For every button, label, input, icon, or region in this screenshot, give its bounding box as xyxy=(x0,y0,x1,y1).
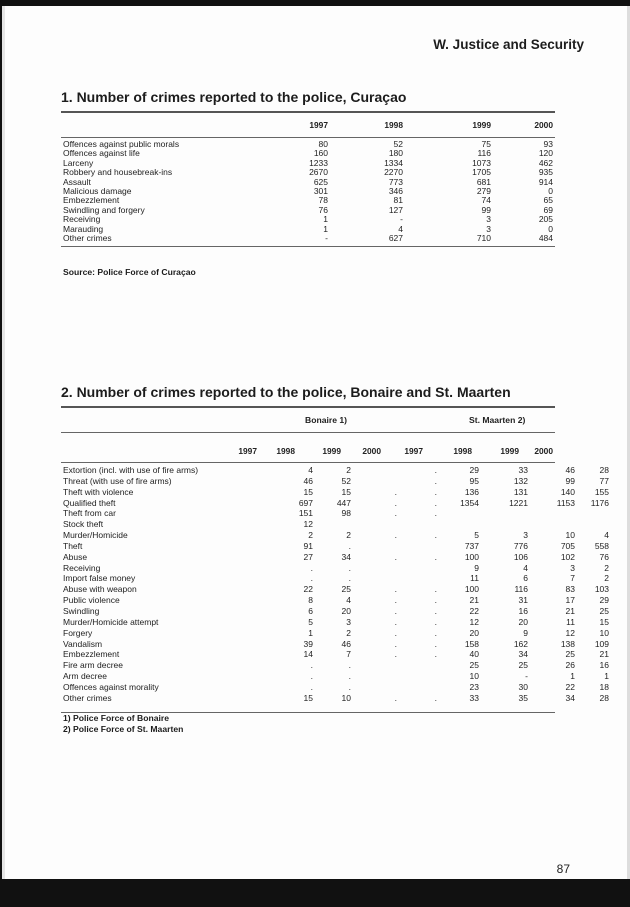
cell-value: 3 xyxy=(486,223,491,234)
table-row xyxy=(63,497,609,509)
cell-value: 75 xyxy=(481,139,491,149)
cell-value: . xyxy=(394,584,397,595)
row-label: Swindling xyxy=(63,605,100,616)
row-label: Vandalism xyxy=(63,638,103,649)
cell-value: . xyxy=(434,584,437,595)
table-row xyxy=(63,562,609,574)
cell-value: 484 xyxy=(538,232,553,243)
cell-value: 3 xyxy=(346,616,351,627)
table-row xyxy=(63,595,609,606)
cell-value: 98 xyxy=(341,508,351,519)
cell-value: . xyxy=(310,562,313,573)
cell-value: - xyxy=(400,214,403,225)
cell-value: 25 xyxy=(469,660,479,671)
table2-col-header: 1998 xyxy=(453,446,472,456)
row-label: Murder/Homicide xyxy=(63,530,128,541)
row-label: Fire arm decree xyxy=(63,660,123,671)
cell-value: . xyxy=(434,595,437,606)
table-row xyxy=(63,465,609,476)
cell-value: 447 xyxy=(336,497,351,508)
cell-value: 4 xyxy=(604,530,609,541)
cell-value: 558 xyxy=(594,540,609,551)
cell-value: 4 xyxy=(346,595,351,606)
row-label: Abuse xyxy=(63,551,88,562)
cell-value: . xyxy=(434,692,437,703)
cell-value: . xyxy=(434,605,437,616)
cell-value: . xyxy=(434,497,437,508)
cell-value: 2 xyxy=(346,465,351,475)
cell-value: 76 xyxy=(318,204,328,215)
table1-col-1998: 1998 xyxy=(384,120,403,130)
cell-value: 1176 xyxy=(590,497,609,508)
cell-value: 29 xyxy=(469,465,479,475)
section-heading: W. Justice and Security xyxy=(433,37,584,52)
cell-value: 15 xyxy=(341,486,351,497)
cell-value: 3 xyxy=(486,214,491,225)
cell-value: 737 xyxy=(464,540,479,551)
cell-value: 18 xyxy=(599,681,609,692)
table2-col-header: 1997 xyxy=(404,446,423,456)
cell-value: 158 xyxy=(464,638,479,649)
cell-value: 155 xyxy=(594,486,609,497)
cell-value: 697 xyxy=(298,497,313,508)
cell-value: . xyxy=(348,671,351,682)
cell-value: 15 xyxy=(303,692,313,703)
cell-value: 162 xyxy=(513,638,528,649)
cell-value: 52 xyxy=(393,139,403,149)
cell-value: 776 xyxy=(513,540,528,551)
cell-value: . xyxy=(394,595,397,606)
cell-value: 625 xyxy=(313,176,328,187)
cell-value: 78 xyxy=(318,195,328,206)
cell-value: 25 xyxy=(341,584,351,595)
table2-col-header: 1998 xyxy=(276,446,295,456)
table2-title: 2. Number of crimes reported to the police, Bonaire and St. Maarten xyxy=(61,384,511,400)
cell-value: 301 xyxy=(313,185,328,196)
cell-value: 11 xyxy=(566,616,575,627)
cell-value: 136 xyxy=(464,486,479,497)
table-row xyxy=(63,692,609,704)
cell-value: 34 xyxy=(565,692,575,703)
table-row xyxy=(63,584,609,595)
table-row xyxy=(63,540,609,552)
cell-value: 279 xyxy=(476,185,491,196)
cell-value: 10 xyxy=(565,530,575,541)
cell-value: 100 xyxy=(464,584,479,595)
table2-top-rule xyxy=(61,406,555,408)
table2-col-header: 2000 xyxy=(534,446,553,456)
cell-value: 2 xyxy=(346,530,351,541)
cell-value: 21 xyxy=(469,595,479,606)
cell-value: 69 xyxy=(543,204,553,215)
table-row xyxy=(63,234,555,243)
cell-value: 0 xyxy=(548,185,553,196)
cell-value: 773 xyxy=(388,176,403,187)
cell-value: 935 xyxy=(538,167,553,178)
cell-value: 34 xyxy=(518,649,528,660)
table-row xyxy=(63,475,609,487)
cell-value: . xyxy=(394,649,397,660)
cell-value: . xyxy=(434,627,437,638)
cell-value: 22 xyxy=(469,605,479,616)
row-label: Qualified theft xyxy=(63,497,116,508)
cell-value: 140 xyxy=(560,486,575,497)
cell-value: 100 xyxy=(464,551,479,562)
cell-value: 0 xyxy=(548,223,553,234)
cell-value: 346 xyxy=(388,185,403,196)
cell-value: 10 xyxy=(469,671,479,682)
table-row xyxy=(63,671,609,682)
cell-value: . xyxy=(348,660,351,671)
cell-value: 160 xyxy=(313,148,328,159)
cell-value: 25 xyxy=(565,649,575,660)
cell-value: 132 xyxy=(513,475,528,486)
row-label: Marauding xyxy=(63,223,104,234)
cell-value: . xyxy=(434,649,437,660)
cell-value: 7 xyxy=(570,573,575,584)
cell-value: 31 xyxy=(518,595,528,606)
cell-value: . xyxy=(394,605,397,616)
row-label: Import false money xyxy=(63,573,136,584)
cell-value: 681 xyxy=(476,176,491,187)
cell-value: 127 xyxy=(388,204,403,215)
cell-value: 46 xyxy=(341,638,351,649)
cell-value: 2 xyxy=(604,562,609,573)
cell-value: 34 xyxy=(341,551,351,562)
row-label: Arm decree xyxy=(63,671,107,682)
cell-value: 16 xyxy=(518,605,528,616)
cell-value: . xyxy=(348,562,351,573)
table-row xyxy=(63,519,555,530)
cell-value: 28 xyxy=(599,465,609,475)
cell-value: 462 xyxy=(538,157,553,168)
row-label: Embezzlement xyxy=(63,649,120,660)
page-number: 87 xyxy=(556,862,570,876)
cell-value: 99 xyxy=(481,204,491,215)
row-label: Robbery and housebreak-ins xyxy=(63,167,173,178)
table1-col-2000: 2000 xyxy=(534,120,553,130)
cell-value: 33 xyxy=(469,692,479,703)
cell-value: 710 xyxy=(476,232,491,243)
cell-value: 1705 xyxy=(472,167,491,178)
table-row xyxy=(63,638,609,650)
cell-value: 9 xyxy=(523,627,528,638)
cell-value: 22 xyxy=(565,681,575,692)
cell-value: 10 xyxy=(341,692,351,703)
table-row xyxy=(63,573,609,584)
cell-value: 12 xyxy=(469,616,479,627)
row-label: Other crimes xyxy=(63,692,112,703)
cell-value: . xyxy=(434,530,437,541)
cell-value: . xyxy=(394,692,397,703)
cell-value: 21 xyxy=(565,605,575,616)
cell-value: 95 xyxy=(469,475,479,486)
cell-value: 138 xyxy=(560,638,575,649)
row-label: Offences against public morals xyxy=(63,139,180,149)
cell-value: 106 xyxy=(513,551,528,562)
row-label: Threat (with use of fire arms) xyxy=(63,475,172,486)
cell-value: 20 xyxy=(518,616,528,627)
cell-value: 30 xyxy=(518,681,528,692)
cell-value: 29 xyxy=(599,595,609,606)
cell-value: 23 xyxy=(469,681,479,692)
cell-value: 93 xyxy=(543,139,553,149)
cell-value: 17 xyxy=(565,595,575,606)
row-label: Malicious damage xyxy=(63,185,132,196)
cell-value: 116 xyxy=(477,148,491,159)
table2-header-rule xyxy=(61,462,555,463)
cell-value: 5 xyxy=(474,530,479,541)
row-label: Theft with violence xyxy=(63,486,134,497)
cell-value: 77 xyxy=(599,475,609,486)
row-label: Theft from car xyxy=(63,508,116,519)
cell-value: 5 xyxy=(308,616,313,627)
cell-value: 180 xyxy=(388,148,403,159)
document-page xyxy=(2,6,630,879)
cell-value: 33 xyxy=(518,465,528,475)
table-row xyxy=(63,508,555,519)
cell-value: 10 xyxy=(599,627,609,638)
footnote-st-maarten: 2) Police Force of St. Maarten xyxy=(63,724,184,734)
cell-value: 151 xyxy=(298,508,313,519)
cell-value: 76 xyxy=(599,551,609,562)
cell-value: . xyxy=(394,616,397,627)
cell-value: 2 xyxy=(346,627,351,638)
cell-value: 3 xyxy=(523,530,528,541)
cell-value: 21 xyxy=(599,649,609,660)
cell-value: 99 xyxy=(565,475,575,486)
cell-value: - xyxy=(525,671,528,682)
table-row xyxy=(63,616,609,628)
cell-value: 7 xyxy=(346,649,351,660)
cell-value: 6 xyxy=(308,605,313,616)
cell-value: . xyxy=(394,486,397,497)
cell-value: 914 xyxy=(538,176,553,187)
cell-value: 1 xyxy=(323,214,328,225)
cell-value: 1 xyxy=(308,627,313,638)
cell-value: - xyxy=(325,232,328,243)
cell-value: 1334 xyxy=(384,157,403,168)
cell-value: 26 xyxy=(565,660,575,671)
table1-col-1999: 1999 xyxy=(472,120,491,130)
cell-value: 46 xyxy=(565,465,575,475)
cell-value: . xyxy=(348,540,351,551)
cell-value: 25 xyxy=(518,660,528,671)
cell-value: . xyxy=(394,497,397,508)
cell-value: . xyxy=(310,660,313,671)
cell-value: . xyxy=(434,465,437,475)
cell-value: 2 xyxy=(308,530,313,541)
cell-value: 83 xyxy=(565,584,575,595)
row-label: Offences against life xyxy=(63,148,140,159)
cell-value: 46 xyxy=(303,475,313,486)
row-label: Public violence xyxy=(63,595,120,606)
table-row xyxy=(63,551,609,563)
cell-value: . xyxy=(434,486,437,497)
table2-group-rule xyxy=(61,432,555,433)
cell-value: . xyxy=(434,616,437,627)
cell-value: 3 xyxy=(570,562,575,573)
row-label: Abuse with weapon xyxy=(63,584,137,595)
cell-value: 2270 xyxy=(384,167,403,178)
row-label: Extortion (incl. with use of fire arms) xyxy=(63,465,199,475)
table2-col-header: 1999 xyxy=(322,446,341,456)
row-label: Murder/Homicide attempt xyxy=(63,616,159,627)
row-label: Other crimes xyxy=(63,232,112,243)
cell-value: . xyxy=(348,681,351,692)
cell-value: 81 xyxy=(393,195,403,206)
row-label: Receiving xyxy=(63,214,101,225)
cell-value: . xyxy=(394,638,397,649)
table1-bottom-rule xyxy=(61,246,555,247)
cell-value: 1 xyxy=(604,671,609,682)
cell-value: 11 xyxy=(470,573,479,584)
cell-value: 1221 xyxy=(509,497,528,508)
cell-value: 8 xyxy=(308,595,313,606)
table1-body xyxy=(63,140,555,243)
cell-value: 109 xyxy=(594,638,609,649)
cell-value: 27 xyxy=(303,551,313,562)
cell-value: 22 xyxy=(303,584,313,595)
cell-value: 14 xyxy=(303,649,313,660)
cell-value: 120 xyxy=(538,148,553,159)
table-row xyxy=(63,660,609,671)
row-label: Forgery xyxy=(63,627,93,638)
cell-value: 80 xyxy=(318,139,328,149)
cell-value: 15 xyxy=(599,616,609,627)
cell-value: 1233 xyxy=(309,157,328,168)
cell-value: 74 xyxy=(481,195,491,206)
table-row xyxy=(63,627,609,639)
cell-value: 52 xyxy=(341,475,351,486)
cell-value: . xyxy=(394,551,397,562)
cell-value: . xyxy=(394,530,397,541)
table-row xyxy=(63,486,609,498)
cell-value: . xyxy=(434,638,437,649)
table1-source: Source: Police Force of Curaçao xyxy=(63,267,196,277)
cell-value: . xyxy=(394,508,397,519)
cell-value: 116 xyxy=(514,584,528,595)
cell-value: . xyxy=(348,573,351,584)
cell-value: 4 xyxy=(398,223,403,234)
cell-value: 39 xyxy=(303,638,313,649)
table1-header-rule xyxy=(61,137,555,138)
cell-value: 4 xyxy=(308,465,313,475)
table-row xyxy=(63,649,609,660)
group-bonaire: Bonaire 1) xyxy=(305,415,348,425)
cell-value: 627 xyxy=(388,232,403,243)
cell-value: . xyxy=(310,671,313,682)
table-row xyxy=(63,215,555,224)
table2-col-header: 2000 xyxy=(362,446,381,456)
group-st-maarten: St. Maarten 2) xyxy=(469,415,526,425)
cell-value: 4 xyxy=(523,562,528,573)
row-label: Theft xyxy=(63,540,83,551)
table2-col-header: 1999 xyxy=(500,446,519,456)
cell-value: 9 xyxy=(474,562,479,573)
table1-col-1997: 1997 xyxy=(309,120,328,130)
cell-value: 12 xyxy=(303,519,313,530)
cell-value: 16 xyxy=(599,660,609,671)
table-row xyxy=(63,530,609,541)
table-row xyxy=(63,681,609,693)
cell-value: 205 xyxy=(538,214,553,225)
cell-value: 1153 xyxy=(556,497,575,508)
cell-value: 1073 xyxy=(472,157,491,168)
cell-value: . xyxy=(310,681,313,692)
cell-value: 1 xyxy=(570,671,575,682)
cell-value: 91 xyxy=(303,540,313,551)
cell-value: 1 xyxy=(323,223,328,234)
cell-value: 20 xyxy=(469,627,479,638)
cell-value: 2670 xyxy=(309,167,328,178)
cell-value: 103 xyxy=(594,584,609,595)
cell-value: . xyxy=(434,475,437,486)
row-label: Stock theft xyxy=(63,519,104,530)
row-label: Swindling and forgery xyxy=(63,204,145,215)
cell-value: 705 xyxy=(560,540,575,551)
table1-title: 1. Number of crimes reported to the police, Curaçao xyxy=(61,89,407,105)
cell-value: 1354 xyxy=(460,497,479,508)
cell-value: 2 xyxy=(604,573,609,584)
cell-value: . xyxy=(434,551,437,562)
row-label: Offences against morality xyxy=(63,681,159,692)
table2-col-header: 1997 xyxy=(238,446,257,456)
cell-value: 20 xyxy=(341,605,351,616)
cell-value: 35 xyxy=(518,692,528,703)
table-row xyxy=(63,605,609,617)
footnote-bonaire: 1) Police Force of Bonaire xyxy=(63,713,170,723)
table-row xyxy=(63,206,555,215)
table2-body xyxy=(63,465,609,704)
row-label: Receiving xyxy=(63,562,101,573)
cell-value: 15 xyxy=(303,486,313,497)
row-label: Assault xyxy=(63,176,91,187)
row-label: Larceny xyxy=(63,157,94,168)
cell-value: 40 xyxy=(469,649,479,660)
cell-value: 65 xyxy=(543,195,553,206)
cell-value: 12 xyxy=(565,627,575,638)
cell-value: . xyxy=(434,508,437,519)
cell-value: 28 xyxy=(599,692,609,703)
cell-value: . xyxy=(310,573,313,584)
cell-value: 131 xyxy=(513,486,528,497)
row-label: Embezzlement xyxy=(63,195,120,206)
table1-top-rule xyxy=(61,111,555,113)
cell-value: . xyxy=(394,627,397,638)
cell-value: 102 xyxy=(560,551,575,562)
cell-value: 25 xyxy=(599,605,609,616)
cell-value: 6 xyxy=(523,573,528,584)
